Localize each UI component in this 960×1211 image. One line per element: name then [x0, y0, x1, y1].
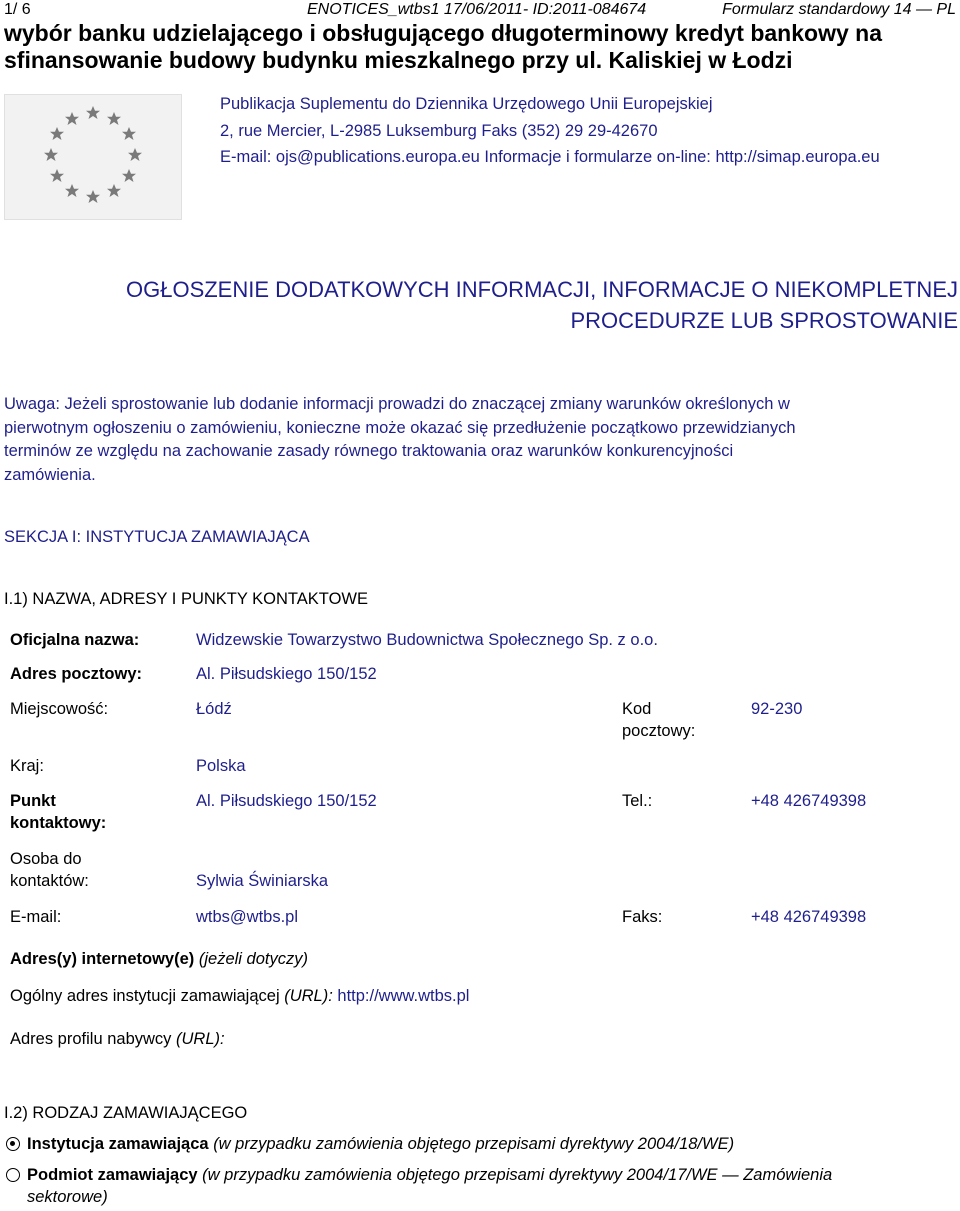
postcode-label-line-2: pocztowy: [622, 722, 696, 740]
publication-line-2: 2, rue Mercier, L-2985 Luksemburg Faks (352) 29 29-42670 [220, 121, 658, 140]
official-name-value: Widzewskie Towarzystwo Budownictwa Społecznego Sp. z o.o. [196, 631, 658, 649]
authority-option-2-label: Podmiot zamawiający [27, 1166, 198, 1184]
publication-line-1: Publikacja Suplementu do Dziennika Urzędowego Unii Europejskiej [220, 95, 713, 113]
notice-heading [0, 274, 958, 336]
country-label: Kraj: [10, 757, 44, 775]
heading-line-1: OGŁOSZENIE DODATKOWYCH INFORMACJI, INFORMACJE O NIEKOMPLETNEJ [126, 277, 958, 302]
postcode-label-line-1: Kod [622, 700, 652, 718]
country-value: Polska [196, 757, 246, 775]
note-line-4: zamówienia. [4, 465, 96, 484]
contact-point-value: Al. Piłsudskiego 150/152 [196, 792, 377, 810]
buyer-profile-row [10, 1028, 225, 1050]
title-line-1: wybór banku udzielającego i obsługującego długoterminowy kredyt bankowy na [4, 20, 882, 46]
authority-option-1-note: (w przypadku zamówienia objętego przepisami dyrektywy 2004/18/WE) [213, 1135, 735, 1153]
notice-id: ENOTICES_wtbs1 17/06/2011- ID:2011-084674 [307, 1, 647, 18]
document-title [4, 20, 954, 74]
radio-unselected-icon[interactable] [6, 1168, 20, 1182]
authority-option-2 [27, 1164, 957, 1186]
authority-option-2-note: (w przypadku zamówienia objętego przepisami dyrektywy 2004/17/WE — Zamówienia [202, 1166, 833, 1184]
publication-info [220, 91, 880, 171]
authority-option-2-note-continued: sektorowe) [27, 1188, 108, 1206]
internet-heading-note: (jeżeli dotyczy) [198, 950, 308, 968]
email-label: E-mail: [10, 908, 62, 926]
postcode-label [622, 698, 695, 742]
warning-note [4, 393, 954, 487]
general-address-link[interactable]: http://www.wtbs.pl [337, 987, 470, 1005]
contact-person-label-line-2: kontaktów: [10, 872, 89, 890]
fax-value: +48 426749398 [751, 908, 867, 926]
general-address-url-note: (URL): [284, 987, 333, 1005]
radio-selected-icon[interactable] [6, 1137, 20, 1151]
section-heading: SEKCJA I: INSTYTUCJA ZAMAWIAJĄCA [4, 528, 310, 546]
city-value: Łódź [196, 700, 232, 718]
note-line-2: pierwotnym ogłoszeniu o zamówieniu, konieczne może okazać się przedłużenie początkowo przewidzianych [4, 418, 796, 437]
eu-stars-icon [5, 95, 181, 219]
fax-label: Faks: [622, 908, 663, 926]
authority-option-1-label: Instytucja zamawiająca [27, 1135, 209, 1153]
internet-heading-label: Adres(y) internetowy(e) [10, 950, 195, 968]
contact-person-label-line-1: Osoba do [10, 850, 82, 868]
page-number: 1/ 6 [4, 1, 31, 18]
general-address-row [10, 985, 469, 1007]
buyer-profile-url-note: (URL): [176, 1030, 225, 1048]
contact-point-label-line-2: kontaktowy: [10, 814, 107, 832]
note-line-3: terminów ze względu na zachowanie zasady równego traktowania oraz warunków konkurencyjności [4, 442, 734, 460]
heading-line-2: PROCEDURZE LUB SPROSTOWANIE [570, 308, 958, 333]
subsection-2-heading: I.2) RODZAJ ZAMAWIAJĄCEGO [4, 1104, 248, 1122]
contact-person-label [10, 848, 89, 892]
contact-point-label-line-1: Punkt [10, 792, 56, 810]
postcode-value: 92-230 [751, 700, 803, 718]
contact-point-label [10, 790, 106, 834]
buyer-profile-label: Adres profilu nabywcy [10, 1030, 172, 1048]
postal-address-label: Adres pocztowy: [10, 665, 143, 683]
page-header [0, 0, 960, 20]
general-address-label: Ogólny adres instytucji zamawiającej [10, 987, 280, 1005]
eu-flag-logo [4, 94, 182, 220]
title-line-2: sfinansowanie budowy budynku mieszkalnego przy ul. Kaliskiej w Łodzi [4, 47, 793, 73]
tel-value: +48 426749398 [751, 792, 867, 810]
publication-line-3: E-mail: ojs@publications.europa.eu Informacje i formularze on-line: http://simap.europa.eu [220, 148, 880, 166]
form-label: Formularz standardowy 14 — PL [722, 1, 956, 18]
email-value[interactable]: wtbs@wtbs.pl [196, 908, 299, 926]
official-name-label: Oficjalna nazwa: [10, 631, 140, 649]
authority-option-1 [27, 1133, 734, 1155]
internet-heading [10, 948, 308, 970]
note-line-1: Uwaga: Jeżeli sprostowanie lub dodanie informacji prowadzi do znaczącej zmiany warunków określonych w [4, 395, 790, 413]
contact-person-value: Sylwia Świniarska [196, 872, 329, 890]
city-label: Miejscowość: [10, 700, 109, 718]
postal-address-value: Al. Piłsudskiego 150/152 [196, 665, 377, 683]
tel-label: Tel.: [622, 792, 653, 810]
subsection-heading: I.1) NAZWA, ADRESY I PUNKTY KONTAKTOWE [4, 590, 368, 608]
